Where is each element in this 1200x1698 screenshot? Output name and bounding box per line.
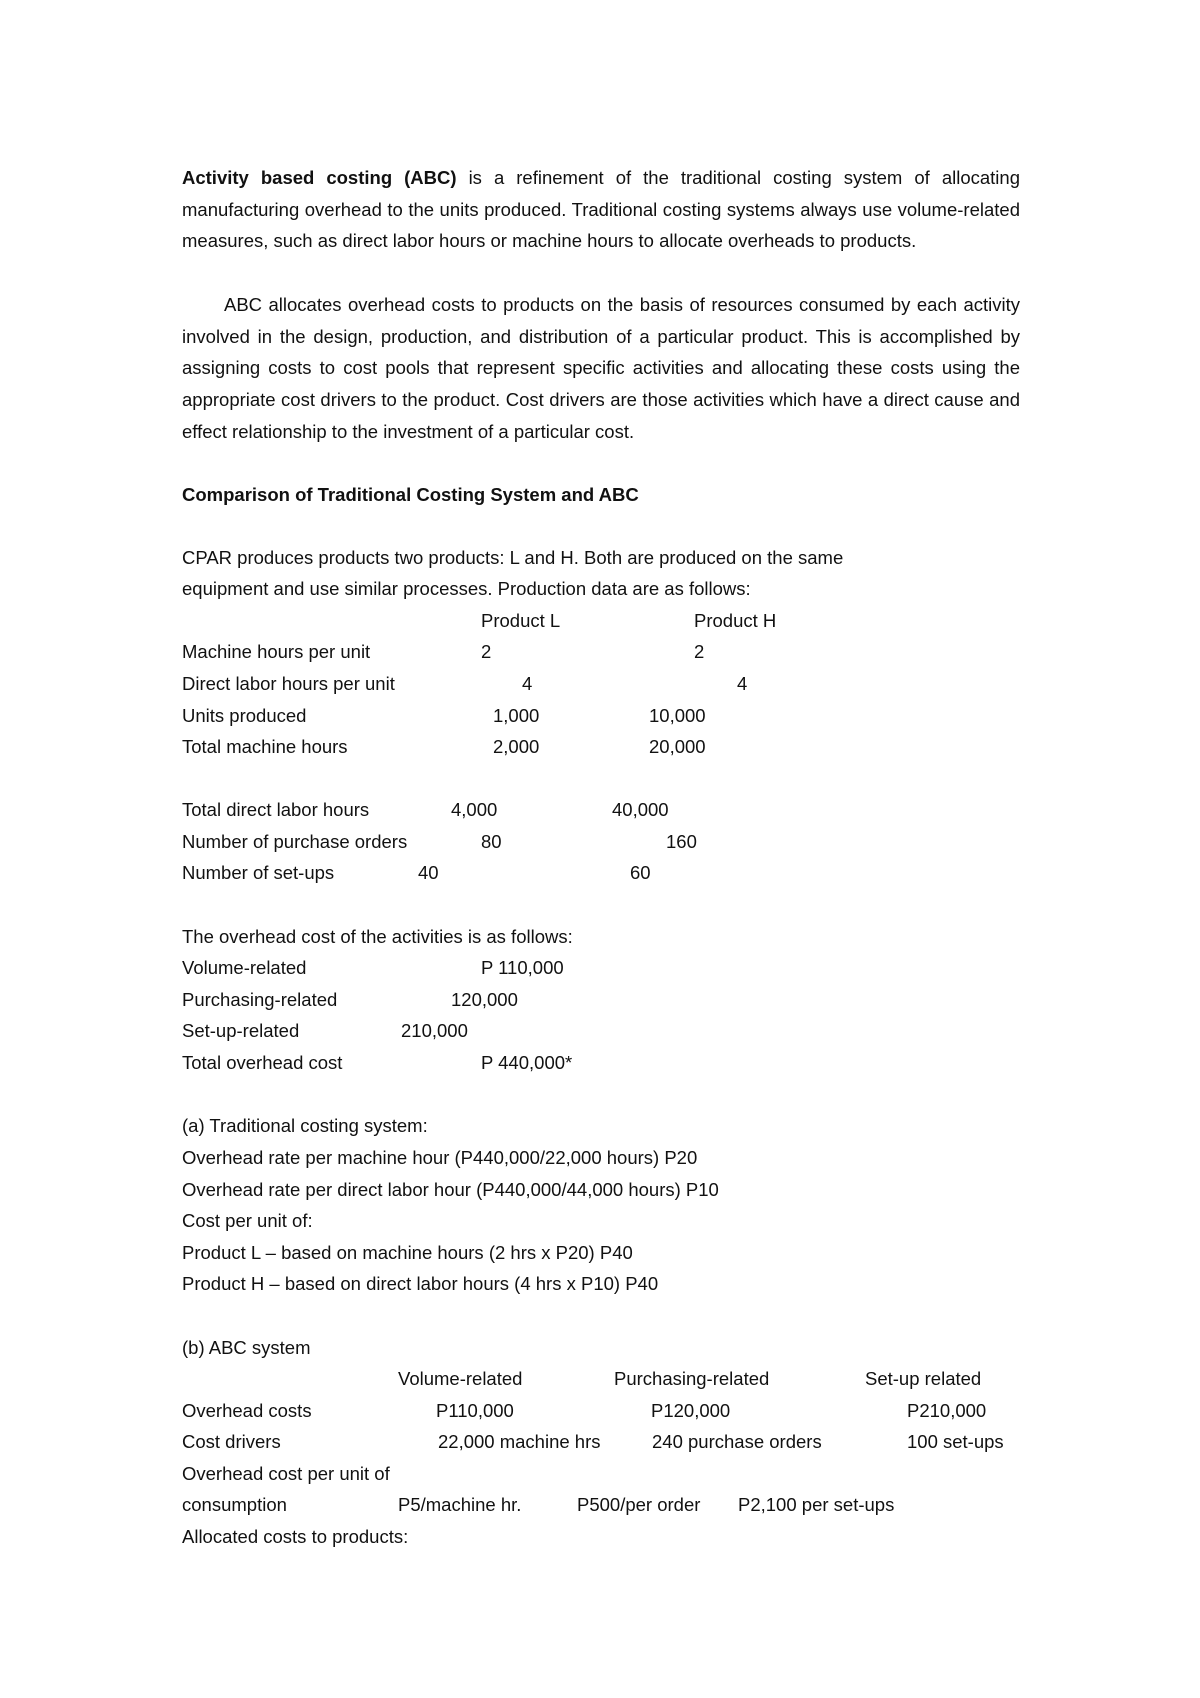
overhead-label: Set-up-related	[182, 1020, 300, 1041]
overhead-label: Purchasing-related	[182, 989, 338, 1010]
intro-paragraph	[182, 162, 1020, 257]
abc-row-label: Overhead cost per unit of	[182, 1463, 390, 1484]
intro-lead-bold: Activity based costing (ABC)	[182, 167, 457, 188]
traditional-heading: (a) Traditional costing system:	[182, 1115, 428, 1136]
overhead-label: Total overhead cost	[182, 1052, 343, 1073]
abc-cell: 240 purchase orders	[652, 1431, 822, 1452]
overhead-intro: The overhead cost of the activities is as follows:	[182, 926, 573, 947]
traditional-line: Product H – based on direct labor hours (4 hrs x P10) P40	[182, 1273, 659, 1294]
problem-line-2: equipment and use similar processes. Production data are as follows:	[182, 578, 751, 599]
abc-cell: P2,100 per set-ups	[738, 1494, 895, 1515]
abc-cell: 100 set-ups	[907, 1431, 1004, 1452]
row-value-h: 4	[737, 673, 748, 694]
traditional-line: Product L – based on machine hours (2 hrs x P20) P40	[182, 1242, 633, 1263]
traditional-line: Cost per unit of:	[182, 1210, 313, 1231]
row-value-l: 1,000	[493, 705, 540, 726]
abc-cell: P210,000	[907, 1400, 987, 1421]
abc-cell: P500/per order	[577, 1494, 701, 1515]
abc-row-label: consumption	[182, 1494, 287, 1515]
abc-row-label: Overhead costs	[182, 1400, 312, 1421]
row-value-l: 2	[481, 641, 492, 662]
comparison-heading: Comparison of Traditional Costing System and ABC	[182, 484, 639, 505]
row-label: Machine hours per unit	[182, 641, 371, 662]
overhead-value: 210,000	[401, 1020, 468, 1041]
row-value-h: 2	[694, 641, 705, 662]
abc-cell: P120,000	[651, 1400, 731, 1421]
abc-column-header: Set-up related	[865, 1368, 982, 1389]
row-label: Units produced	[182, 705, 307, 726]
column-header-product-l: Product L	[481, 610, 561, 631]
row-value-l: 2,000	[493, 736, 540, 757]
row-label: Number of set-ups	[182, 862, 335, 883]
overhead-label: Volume-related	[182, 957, 307, 978]
row-value-l: 80	[481, 831, 502, 852]
row-value-l: 4	[522, 673, 533, 694]
overhead-value: P 440,000*	[481, 1052, 573, 1073]
allocated-costs-label: Allocated costs to products:	[182, 1526, 409, 1547]
row-value-l: 40	[418, 862, 439, 883]
overhead-value: P 110,000	[481, 957, 564, 978]
overhead-value: 120,000	[451, 989, 518, 1010]
row-label: Number of purchase orders	[182, 831, 408, 852]
traditional-line: Overhead rate per machine hour (P440,000/22,000 hours) P20	[182, 1147, 698, 1168]
row-value-l: 4,000	[451, 799, 498, 820]
abc-column-header: Purchasing-related	[614, 1368, 770, 1389]
row-value-h: 10,000	[649, 705, 706, 726]
row-value-h: 40,000	[612, 799, 669, 820]
problem-line-1: CPAR produces products two products: L and H. Both are produced on the same	[182, 547, 844, 568]
intro-lead-rest: is a refinement of the traditional costing system of allocating manufacturing overhead to the units produced. Traditional costing systems always use volume-related measures, such as direct labor hours or machine hours to allocate overheads to products.	[182, 167, 1020, 252]
traditional-line: Overhead rate per direct labor hour (P440,000/44,000 hours) P10	[182, 1179, 719, 1200]
row-value-h: 160	[666, 831, 697, 852]
abc-cell: P110,000	[436, 1400, 514, 1421]
row-label: Direct labor hours per unit	[182, 673, 395, 694]
abc-heading: (b) ABC system	[182, 1337, 311, 1358]
abc-cell: 22,000 machine hrs	[438, 1431, 601, 1452]
row-label: Total direct labor hours	[182, 799, 370, 820]
column-header-product-h: Product H	[694, 610, 777, 631]
row-label: Total machine hours	[182, 736, 348, 757]
abc-row-label: Cost drivers	[182, 1431, 281, 1452]
abc-paragraph: ABC allocates overhead costs to products on the basis of resources consumed by each activity involved in the design, production, and distribution of a particular product. This is accomplished by assigning costs to cost pools that represent specific activities and allocating these costs using the appropriate cost drivers to the product. Cost drivers are those activities which have a direct cause and effect relationship to the investment of a particular cost.	[182, 294, 1020, 442]
row-value-h: 20,000	[649, 736, 706, 757]
abc-column-header: Volume-related	[398, 1368, 523, 1389]
row-value-h: 60	[630, 862, 651, 883]
abc-cell: P5/machine hr.	[398, 1494, 522, 1515]
